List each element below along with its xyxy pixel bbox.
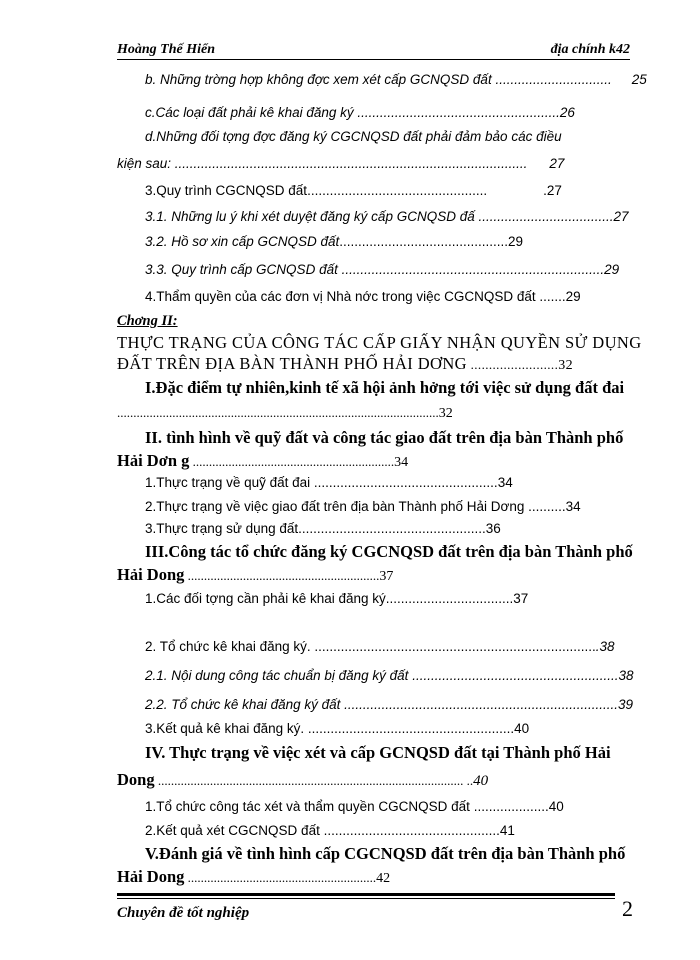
toc-section: Hải Dong ..........................................................42 bbox=[117, 867, 391, 886]
page-number: 2 bbox=[622, 896, 633, 921]
toc-line: 2. Tổ chức kê khai đăng ký. ............................................................................38 bbox=[145, 639, 615, 654]
chapter-title: THỰC TRẠNG CỦA CÔNG TÁC CẤP GIẤY NHẬN QUYỀN SỬ DỤNG bbox=[117, 333, 642, 352]
toc-line: 1.Thực trạng về quỹ đất đai .................................................34 bbox=[145, 475, 513, 490]
toc-line: 2.1. Nội dung công tác chuẩn bị đăng ký đất .......................................................38 bbox=[145, 668, 634, 683]
footer-rule-thin bbox=[117, 898, 615, 899]
footer-rule-thick bbox=[117, 893, 615, 896]
toc-line: 2.2. Tổ chức kê khai đăng ký đất .........................................................................39 bbox=[145, 697, 634, 712]
toc-line: 3.Quy trình CGCNQSD đất................................................ .27 bbox=[145, 183, 562, 198]
toc-line: ...................................................................................................32 bbox=[117, 405, 453, 421]
toc-line: 3.2. Hồ sơ xin cấp GCNQSD đất.............................................29 bbox=[145, 234, 524, 249]
footer-title: Chuyên đề tốt nghiệp bbox=[117, 905, 250, 921]
toc-section: Hải Dơn g ..............................................................34 bbox=[117, 451, 409, 470]
toc-line: b. Những trờng hợp không đợc xem xét cấp GCNQSD đất ............................... 25 bbox=[145, 72, 647, 87]
page-header bbox=[117, 38, 630, 60]
toc-line: 1.Các đối tợng cần phải kê khai đăng ký..................................37 bbox=[145, 591, 529, 606]
chapter-title: ĐẤT TRÊN ĐỊA BÀN THÀNH PHỐ HẢI DƠNG ........................32 bbox=[117, 354, 574, 373]
header-author: Hoàng Thế Hiển bbox=[117, 42, 216, 57]
toc-line: d.Những đối tợng đợc đăng ký CGCNQSD đất phải đảm bảo các điều bbox=[145, 129, 562, 144]
toc-section: IV. Thực trạng về việc xét và cấp GCNQSD đất tại Thành phố Hải bbox=[145, 743, 611, 762]
header-rule bbox=[117, 59, 630, 60]
header-course: địa chính k42 bbox=[550, 42, 630, 57]
chapter-label: Chơng II: bbox=[117, 313, 178, 329]
toc-line: 4.Thẩm quyền của các đơn vị Nhà nớc trong việc CGCNQSD đất .......29 bbox=[145, 289, 581, 304]
toc-section: III.Công tác tổ chức đăng ký CGCNQSD đất trên địa bàn Thành phố bbox=[145, 542, 633, 561]
toc-section: V.Đánh giá về tình hình cấp CGCNQSD đất trên địa bàn Thành phố bbox=[145, 844, 626, 863]
toc-line: 3.1. Những lu ý khi xét duyệt đăng ký cấp GCNQSD đấ ....................................27 bbox=[145, 209, 629, 224]
toc-line: 1.Tổ chức công tác xét và thẩm quyền CGCNQSD đất ....................40 bbox=[145, 799, 564, 814]
toc-line: 2.Kết quả xét CGCNQSD đất ...............................................41 bbox=[145, 823, 515, 838]
toc-section: Hải Dong ...........................................................37 bbox=[117, 565, 394, 584]
toc-line: 3.Kết quả kê khai đăng ký. .......................................................40 bbox=[145, 721, 530, 736]
toc-section: I.Đặc điểm tự nhiên,kinh tế xã hội ảnh hởng tới việc sử dụng đất đai bbox=[145, 378, 625, 397]
toc-section: Dong .............................................................................................. ..40 bbox=[117, 770, 489, 789]
toc-line: 3.Thực trạng sử dụng đất..................................................36 bbox=[145, 521, 501, 536]
toc-line: c.Các loại đất phải kê khai đăng ký ......................................................26 bbox=[145, 105, 575, 120]
toc-line: 3.3. Quy trình cấp GCNQSD đất ......................................................................29 bbox=[145, 262, 620, 277]
toc-line: 2.Thực trạng về việc giao đất trên địa bàn Thành phố Hải Dơng ..........34 bbox=[145, 499, 581, 514]
toc-line: kiện sau: .............................................................................................. 27 bbox=[117, 156, 565, 171]
toc-section: II. tình hình về quỹ đất và công tác giao đất trên địa bàn Thành phố bbox=[145, 428, 624, 447]
